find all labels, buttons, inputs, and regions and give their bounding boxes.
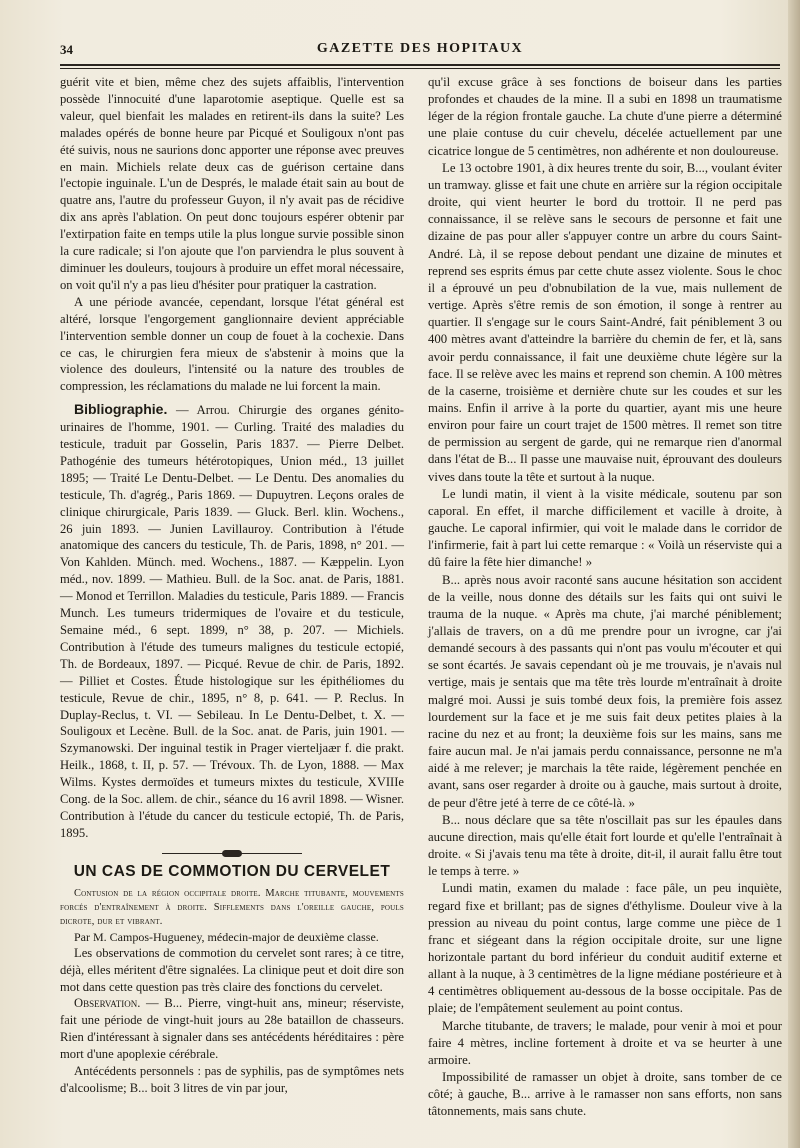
paragraph: Lundi matin, examen du malade : face pâle, un peu inquiète, regard fixe et brillant; pas de signes d'éthylisme. Douleur vive à la pression au niveau du point contus, large comme une pièce de 1 franc et siégeant dans la région occipitale droite, sur une ligne horizontale partant du bord inférieur du conduit auditif externe et allant à la nuque, à 3 centimètres de la ligne médiane postérieure et à 4 centimètres obliquement au-dessous de la bosse occipitale. Pas de plaie; de l'empâtement seulement au point contus. xyxy=(428,881,782,1016)
observation-label: Observation. xyxy=(74,996,141,1011)
paragraph: guérit vite et bien, même chez des sujets affaiblis, l'intervention possède l'innocuité d'une laparotomie aseptique. Quelle est sa valeur, quel bienfait les malades en retirent-ils dans la suite? Les malades opérés de bonne heure par Picqué et Souligoux n'ont pas été suivis, nous ne saurions donc apporter une réponse avec preuves en main. Michiels relate deux cas de guérison certaine dans l'ectopie inguinale. L'un de Després, le malade était sain au bout de quatre ans, l'autre du professeur Guyon, il n'y avait pas de récidive dix ans après l'ablation. On peut donc toujours espérer obtenir par l'extirpation faite en temps utile la plus longue survie possible sinon la cure radicale; si l'on ajoute que l'on parviendra le plus souvent à diminuer les douleurs, toujours à produire un effet moral nécessaire, on voit qu'il n'y a pas lieu d'hésiter pour pratiquer la castration. xyxy=(60,75,404,292)
header-rule-thin xyxy=(60,68,780,69)
paragraph: qu'il excuse grâce à ses fonctions de boiseur dans les parties profondes et chaudes de la mine. Il a subi en 1898 un traumatisme léger de la région frontale gauche. La chute d'une pierre a déterminé une plaie contuse du cuir chevelu, décelée actuellement par une cicatrice longue de 5 centimètres, non adhérente et non douloureuse. xyxy=(428,75,782,158)
left-column xyxy=(60,74,404,1097)
header-rule xyxy=(60,64,780,66)
bibliography xyxy=(60,401,404,842)
paragraph: A une période avancée, cependant, lorsque l'état général est altéré, lorsque l'engorgement ganglionnaire devient appréciable l'intervention semble donner un coup de fouet à la cochexie. Dans ce cas, le chirurgien fera mieux de s'abstenir à moins que la violence des douleurs, l'intensité ou la nature des troubles de compression, les réclamations du malade ne lui forcent la main. xyxy=(60,294,404,394)
paragraph: Les observations de commotion du cervelet sont rares; à ce titre, déjà, elles méritent d'être signalées. La clinique peut et doit dire son mot dans cette question pas très claire des fonctions du cervelet. xyxy=(60,945,404,994)
section-author: Par M. Campos-Hugueney, médecin-major de deuxième classe. xyxy=(74,929,379,944)
section-divider xyxy=(162,850,302,858)
observation-text: — B... Pierre, vingt-huit ans, mineur; réserviste, fait une période de vingt-huit jours au 28e bataillon de chasseurs. Rien d'intéressant à signaler dans ses antécédents héréditaires : père mort d'une apoplexie cérébrale. xyxy=(60,996,404,1062)
journal-title: GAZETTE DES HOPITAUX xyxy=(316,41,524,56)
bibliography-text: — Arrou. Chirurgie des organes génito-urinaires de l'homme, 1901. — Curling. Traité des maladies du testicule, traduit par Gosselin, Paris 1837. — Pierre Delbet. Pathogénie des tumeurs hétérotopiques, Union méd., 13 juillet 1895; — Traité Le Dentu-Delbet. — Le Dentu. Des anomalies du testicule, Th. d'agrég., Paris 1869. — Dupuytren. Leçons orales de clinique chirurgicale, Paris 1839. — Gluck. Berl. klin. Wochens., 26 juin 1893. — Junien Lavillauroy. Contribution à l'étude anatomique des cancers du testicule, Th. de Paris, 1898, n° 201. — Von Kahlden. Münch. med. Wochens., 1887. — Kæppelin. Lyon méd., nov. 1899. — Mathieu. Bull. de la Soc. anat. de Paris, 1881. — Monod et Terrillon. Maladies du testicule, Paris 1889. — Francis Munch. Les tumeurs tridermiques de l'ovaire et du testicule, Semaine méd., 6 sept. 1899, n° 38, p. 207. — Michiels. Contribution à l'étude des tumeurs malignes du testicule ectopié, Th. de Bordeaux, 1897. — Picqué. Revue de chir. de Paris, 1892. — Pilliet et Costes. Étude histologique sur les épithéliomes du testicule, Revue de chir., 1895, n° 8, p. 641. — P. Reclus. In Duplay-Reclus, t. VI. — Sebileau. In Le Dentu-Delbet, t. X. — Souligoux et Lecène. Bull. de la Soc. anat. de Paris, juin 1901. — Szymanowski. Der inguinal testik in Prager vierteljaær f. die prakt. Heilk., 1868, t. II, p. 57. — Trévoux. Th. de Lyon, 1888. — Max Wilms. Kystes dermoïdes et tumeurs mixtes du testicule, XVIIIe Cong. de la Soc. allem. de chir., séance du 16 avril 1898. — Wisner. Contribution à l'étude du cancer du testicule ectopié, Th. de Paris, 1895. xyxy=(60,403,404,840)
section-summary: Contusion de la région occipitale droite. Marche titubante, mouvements forcés d'entraînement à droite. Sifflements dans l'oreille gauche, pouls dicrote, dur et vibrant. xyxy=(60,887,404,927)
right-column xyxy=(428,74,782,1121)
observation-paragraph xyxy=(60,995,404,1063)
paragraph: Le lundi matin, il vient à la visite médicale, soutenu par son caporal. En effet, il marche difficilement et vacille à droite, à gauche. Le caporal infirmier, qui voit le malade dans le corridor de l'infirmerie, fait à part lui cette remarque : « Voilà un réserviste qui a dû faire la fête hier dimanche! » xyxy=(428,486,782,570)
paragraph: Le 13 octobre 1901, à dix heures trente du soir, B..., voulant éviter un tramway. glisse et fait une chute en arrière sur la région occipitale droite, qui vient heurter le bord du trottoir. Il ne perd pas connaissance, il se relève sans le secours de personne et fait une dizaine de pas pour aller s'appuyer contre un arbre du cours Saint-André. Là, il se repose debout pendant une dizaine de minutes et reprend ses esprits émus par cette chute assez violente. Sous le choc il a éprouvé un peu d'obnubilation de la vue, mais nullement de vertige. Après s'être remis de son émotion, il songe à rentrer au quartier. Il s'engage sur le cours Saint-André, fait péniblement 3 ou 400 mètres avant d'atteindre la barrière du chemin de fer, et là, sans avoir perdu connaissance, il fait une deuxième chute légère sur la face. Il se relève avec les mains et reprend son chemin. A 100 mètres de la caserne, troisième et dernière chute sur les coudes et sur les mains. Enfin il arrive à la porte du quartier, ayant mis une heure environ pour faire un court trajet de 1500 mètres. Il remet son titre de permission au sergent de garde, qui ne remarque rien d'anormal dans l'état de B... Il passe une mauvaise nuit, éprouvant des douleurs vives dans toute la tête et surtout à la nuque. xyxy=(428,160,782,484)
paragraph: Antécédents personnels : pas de syphilis, pas de symptômes nets d'alcoolisme; B... boit 3 litres de vin par jour, xyxy=(60,1064,404,1095)
bibliography-heading: Bibliographie. xyxy=(74,401,168,418)
paragraph: Impossibilité de ramasser un objet à droite, sans tomber de ce côté; à gauche, B... arrive à le ramasser non sans efforts, non sans tâtonnements, mais sans chute. xyxy=(428,1070,782,1119)
section-title: UN CAS DE COMMOTION DU CERVELET xyxy=(73,862,391,880)
page-header xyxy=(60,40,780,62)
paragraph: Marche titubante, de travers; le malade, pour venir à moi et pour faire 4 mètres, incline fortement à droite et va se heurter à une armoire. xyxy=(428,1018,782,1067)
paragraph: B... après nous avoir raconté sans aucune hésitation son accident de la veille, nous donne des détails sur les faits qui ont suivi le trauma de la nuque. « Après ma chute, j'ai marché péniblement; j'allais de travers, on a dû me prendre pour un ivrogne, car j'ai demandé secours à des passants qui n'ont pas voulu m'écouter et qui se sont écartés. Je savais cependant où je me trouvais, je n'avais nul vertige, mais je sentais que ma tête très lourde m'entraînait à droite malgré moi. Aussi je suis tombé deux fois, la première fois assez lourdement sur la face et je me suis fait deux petites plaies à la racine du nez et au front; la deuxième fois sur les mains, sans me faire aucun mal. Je n'ai jamais perdu connaissance, personne ne m'a aidé à me relever; je marchais la tête raide, légèrement penchée en avant, sans oser regarder à droite ou à gauche, mais surtout à droite, de peur d'être jeté à terre de ce côté-là. » xyxy=(428,572,782,810)
paragraph: B... nous déclare que sa tête n'oscillait pas sur les épaules dans aucune direction, mais qu'elle était fort lourde et qu'elle l'entraînait à droite. « Si j'avais tenu ma tête à droite, dit-il, il aurait fallu être tout le temps à terre. » xyxy=(428,812,782,879)
page-edge xyxy=(788,0,800,1148)
page-number: 34 xyxy=(60,42,73,57)
